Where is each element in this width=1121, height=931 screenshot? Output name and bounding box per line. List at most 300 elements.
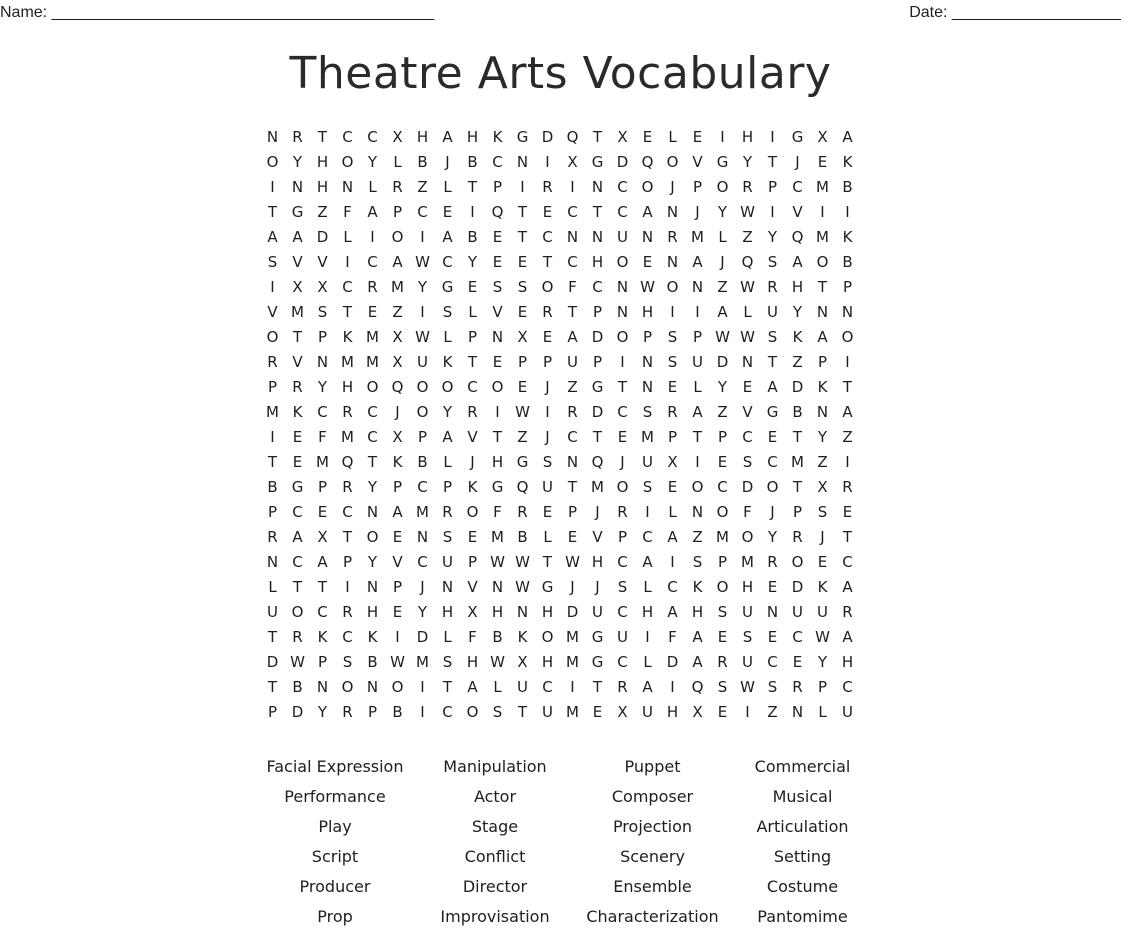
grid-letter: B [367, 652, 378, 671]
grid-letter: K [467, 477, 478, 496]
grid-letter: U [617, 627, 628, 646]
grid-letter: K [392, 452, 403, 471]
grid-letter: C [842, 677, 853, 696]
grid-letter: C [417, 477, 428, 496]
grid-letter: I [470, 202, 475, 221]
grid-letter: A [442, 127, 453, 146]
grid-letter: I [645, 502, 650, 521]
grid-letter: P [392, 577, 403, 596]
grid-letter: P [667, 427, 678, 446]
grid-letter: G [591, 152, 604, 171]
grid-letter: E [667, 477, 678, 496]
grid-letter: G [591, 627, 604, 646]
grid-row [260, 399, 860, 424]
grid-letter: A [842, 127, 853, 146]
grid-letter: O [341, 152, 354, 171]
word-bank-item: Commercial [754, 756, 851, 776]
grid-letter: T [517, 202, 528, 221]
grid-letter: W [815, 627, 830, 646]
name-field[interactable] [0, 4, 434, 22]
grid-letter: X [567, 152, 578, 171]
grid-letter: A [367, 202, 378, 221]
grid-letter: C [792, 627, 803, 646]
grid-letter: U [742, 602, 753, 621]
grid-letter: E [467, 527, 478, 546]
grid-letter: C [342, 277, 353, 296]
grid-letter: U [442, 552, 453, 571]
grid-letter: N [366, 677, 379, 696]
grid-letter: X [817, 127, 828, 146]
date-field[interactable] [909, 4, 1121, 22]
grid-letter: E [492, 227, 503, 246]
grid-letter: A [642, 202, 653, 221]
grid-letter: O [366, 377, 379, 396]
grid-row [260, 424, 860, 449]
page-title: Theatre Arts Vocabulary [289, 48, 832, 99]
grid-letter: H [641, 302, 654, 321]
grid-letter: H [641, 602, 654, 621]
grid-letter: T [267, 202, 278, 221]
grid-letter: N [641, 377, 654, 396]
grid-letter: B [792, 402, 803, 421]
grid-letter: N [416, 527, 429, 546]
grid-letter: W [640, 277, 655, 296]
grid-letter: I [420, 702, 425, 721]
grid-letter: K [292, 402, 303, 421]
grid-letter: M [741, 552, 754, 571]
grid-row [260, 599, 860, 624]
grid-letter: I [645, 627, 650, 646]
grid-letter: T [342, 527, 353, 546]
grid-letter: X [617, 702, 628, 721]
grid-letter: L [818, 702, 827, 721]
grid-letter: S [442, 652, 453, 671]
grid-letter: N [616, 277, 629, 296]
grid-letter: Y [767, 227, 778, 246]
grid-letter: P [392, 202, 403, 221]
word-bank-item: Performance [284, 786, 386, 806]
grid-letter: W [290, 652, 305, 671]
word-bank-item: Manipulation [443, 756, 547, 776]
grid-letter: H [841, 652, 854, 671]
grid-letter: C [792, 177, 803, 196]
grid-letter: N [641, 227, 654, 246]
grid-letter: P [592, 352, 603, 371]
grid-letter: T [692, 427, 703, 446]
grid-letter: M [816, 177, 829, 196]
grid-letter: S [692, 552, 703, 571]
grid-letter: N [691, 277, 704, 296]
grid-letter: R [842, 602, 853, 621]
grid-letter: P [317, 477, 328, 496]
grid-letter: R [467, 402, 478, 421]
grid-letter: T [567, 302, 578, 321]
grid-letter: O [616, 477, 629, 496]
grid-letter: P [517, 352, 528, 371]
grid-letter: C [442, 702, 453, 721]
grid-letter: L [643, 577, 652, 596]
grid-letter: I [670, 302, 675, 321]
grid-row [260, 549, 860, 574]
grid-letter: B [292, 677, 303, 696]
grid-letter: X [517, 327, 528, 346]
grid-letter: N [566, 227, 579, 246]
word-bank-row [255, 841, 875, 871]
grid-letter: N [591, 177, 604, 196]
grid-letter: A [642, 552, 653, 571]
grid-letter: C [617, 202, 628, 221]
grid-letter: I [695, 452, 700, 471]
grid-letter: U [267, 602, 278, 621]
grid-row [260, 224, 860, 249]
grid-letter: O [466, 702, 479, 721]
grid-letter: D [666, 652, 679, 671]
grid-letter: H [466, 127, 479, 146]
grid-letter: N [791, 702, 804, 721]
grid-letter: T [342, 302, 353, 321]
grid-letter: L [268, 577, 277, 596]
grid-letter: B [417, 452, 428, 471]
grid-letter: R [517, 502, 528, 521]
grid-letter: C [767, 652, 778, 671]
grid-letter: N [666, 202, 679, 221]
grid-letter: M [366, 327, 379, 346]
grid-letter: J [470, 452, 475, 471]
grid-letter: C [417, 202, 428, 221]
grid-letter: E [467, 277, 478, 296]
grid-letter: E [767, 577, 778, 596]
grid-letter: N [266, 552, 279, 571]
grid-letter: O [616, 252, 629, 271]
grid-letter: D [566, 602, 579, 621]
grid-letter: M [791, 452, 804, 471]
grid-row [260, 524, 860, 549]
grid-letter: U [742, 652, 753, 671]
grid-letter: C [367, 252, 378, 271]
grid-letter: I [370, 227, 375, 246]
grid-letter: S [317, 302, 328, 321]
grid-letter: C [567, 427, 578, 446]
grid-letter: L [743, 302, 752, 321]
grid-letter: N [741, 352, 754, 371]
grid-letter: L [368, 177, 377, 196]
grid-letter: C [367, 127, 378, 146]
grid-letter: S [742, 452, 753, 471]
grid-letter: J [670, 177, 675, 196]
grid-letter: H [591, 552, 604, 571]
grid-letter: Z [817, 452, 828, 471]
grid-letter: T [292, 577, 303, 596]
grid-letter: R [267, 527, 278, 546]
grid-letter: V [492, 302, 503, 321]
grid-letter: O [666, 152, 679, 171]
grid-letter: C [292, 502, 303, 521]
grid-letter: W [740, 277, 755, 296]
grid-letter: I [845, 452, 850, 471]
grid-letter: G [541, 577, 554, 596]
grid-letter: I [770, 127, 775, 146]
grid-letter: E [292, 427, 303, 446]
grid-letter: E [817, 152, 828, 171]
grid-letter: G [441, 277, 454, 296]
grid-letter: S [542, 452, 553, 471]
grid-letter: Y [317, 702, 328, 721]
grid-letter: K [517, 627, 528, 646]
grid-letter: D [616, 152, 629, 171]
grid-letter: A [692, 252, 703, 271]
grid-letter: E [642, 252, 653, 271]
grid-letter: T [617, 377, 628, 396]
grid-letter: S [742, 627, 753, 646]
grid-letter: R [342, 477, 353, 496]
grid-letter: E [817, 552, 828, 571]
grid-letter: L [493, 677, 502, 696]
grid-letter: S [617, 577, 628, 596]
word-bank-item: Characterization [586, 906, 719, 926]
name-blank-line[interactable]: ___________________________________________ [51, 4, 435, 21]
grid-letter: G [591, 652, 604, 671]
grid-letter: P [792, 502, 803, 521]
grid-row [260, 574, 860, 599]
grid-letter: U [592, 602, 603, 621]
grid-letter: J [395, 402, 400, 421]
grid-letter: Y [817, 427, 828, 446]
grid-letter: O [391, 677, 404, 696]
grid-letter: S [492, 702, 503, 721]
grid-letter: E [717, 702, 728, 721]
grid-letter: A [467, 677, 478, 696]
grid-letter: S [517, 277, 528, 296]
grid-letter: P [567, 502, 578, 521]
grid-row [260, 449, 860, 474]
grid-letter: P [442, 477, 453, 496]
grid-letter: I [745, 702, 750, 721]
grid-letter: H [541, 652, 554, 671]
word-bank-item: Articulation [756, 816, 849, 836]
grid-letter: I [770, 202, 775, 221]
grid-letter: M [316, 452, 329, 471]
grid-letter: E [667, 377, 678, 396]
grid-letter: R [767, 277, 778, 296]
grid-letter: A [442, 227, 453, 246]
grid-letter: R [342, 402, 353, 421]
grid-letter: G [716, 152, 729, 171]
grid-letter: V [742, 402, 753, 421]
name-label: Name: [0, 4, 48, 21]
grid-letter: D [791, 377, 804, 396]
grid-letter: I [270, 277, 275, 296]
grid-letter: Y [417, 602, 428, 621]
grid-row [260, 299, 860, 324]
grid-letter: R [617, 502, 628, 521]
grid-letter: H [791, 277, 804, 296]
grid-letter: R [292, 127, 303, 146]
grid-letter: O [466, 502, 479, 521]
grid-letter: N [491, 577, 504, 596]
grid-letter: J [820, 527, 825, 546]
grid-letter: J [595, 577, 600, 596]
grid-letter: E [567, 527, 578, 546]
grid-letter: Y [467, 252, 478, 271]
grid-letter: J [770, 502, 775, 521]
grid-letter: E [542, 502, 553, 521]
grid-letter: A [767, 377, 778, 396]
grid-letter: E [617, 427, 628, 446]
grid-letter: U [692, 352, 703, 371]
grid-letter: A [692, 402, 703, 421]
grid-letter: N [341, 177, 354, 196]
grid-letter: F [668, 627, 677, 646]
grid-letter: Z [567, 377, 578, 396]
grid-letter: M [641, 427, 654, 446]
grid-letter: C [542, 227, 553, 246]
grid-letter: H [666, 702, 679, 721]
grid-letter: U [842, 702, 853, 721]
grid-letter: B [417, 152, 428, 171]
grid-letter: I [395, 627, 400, 646]
grid-letter: R [567, 402, 578, 421]
word-bank-item: Projection [612, 816, 693, 836]
grid-letter: K [442, 352, 453, 371]
grid-letter: T [317, 127, 328, 146]
grid-letter: T [767, 152, 778, 171]
grid-letter: C [467, 377, 478, 396]
grid-letter: P [767, 177, 778, 196]
grid-letter: C [567, 252, 578, 271]
grid-letter: Y [792, 302, 803, 321]
grid-letter: S [642, 477, 653, 496]
grid-letter: Y [717, 202, 728, 221]
grid-letter: O [341, 677, 354, 696]
grid-letter: L [343, 227, 352, 246]
grid-letter: I [845, 202, 850, 221]
grid-letter: T [592, 427, 603, 446]
word-bank [255, 751, 875, 931]
grid-letter: R [292, 627, 303, 646]
word-bank-item: Setting [773, 846, 832, 866]
grid-letter: R [292, 377, 303, 396]
grid-letter: D [266, 652, 279, 671]
grid-row [260, 474, 860, 499]
word-bank-item: Musical [772, 786, 833, 806]
word-bank-row [255, 871, 875, 901]
grid-letter: M [566, 652, 579, 671]
grid-row [260, 174, 860, 199]
grid-letter: H [541, 602, 554, 621]
grid-letter: J [595, 502, 600, 521]
grid-letter: Y [367, 552, 378, 571]
grid-letter: W [740, 677, 755, 696]
grid-letter: Q [641, 152, 654, 171]
grid-letter: O [541, 277, 554, 296]
grid-letter: R [342, 702, 353, 721]
grid-letter: U [767, 302, 778, 321]
grid-letter: D [416, 627, 429, 646]
grid-letter: E [542, 327, 553, 346]
grid-letter: K [842, 152, 853, 171]
grid-letter: H [741, 577, 754, 596]
grid-letter: O [716, 502, 729, 521]
grid-letter: C [717, 477, 728, 496]
grid-row [260, 124, 860, 149]
grid-letter: F [568, 277, 577, 296]
grid-letter: O [366, 527, 379, 546]
grid-letter: E [692, 127, 703, 146]
word-bank-row [255, 781, 875, 811]
grid-letter: T [542, 552, 553, 571]
grid-letter: C [317, 602, 328, 621]
grid-letter: I [570, 177, 575, 196]
grid-letter: P [467, 552, 478, 571]
grid-letter: J [720, 252, 725, 271]
grid-letter: P [617, 527, 628, 546]
grid-letter: D [791, 577, 804, 596]
grid-letter: K [692, 577, 703, 596]
grid-letter: Z [517, 427, 528, 446]
grid-letter: W [565, 552, 580, 571]
grid-letter: T [567, 477, 578, 496]
grid-letter: Z [742, 227, 753, 246]
grid-letter: N [316, 352, 329, 371]
grid-letter: Q [391, 377, 404, 396]
date-blank-line[interactable]: ___________________ [951, 4, 1121, 21]
grid-letter: K [842, 227, 853, 246]
grid-letter: X [317, 527, 328, 546]
grid-letter: W [715, 327, 730, 346]
grid-letter: O [666, 277, 679, 296]
grid-letter: X [392, 352, 403, 371]
grid-letter: G [766, 402, 779, 421]
grid-letter: E [517, 377, 528, 396]
grid-letter: N [516, 152, 529, 171]
grid-letter: S [667, 327, 678, 346]
word-bank-row [255, 751, 875, 781]
grid-letter: B [267, 477, 278, 496]
grid-letter: O [766, 477, 779, 496]
grid-letter: N [816, 402, 829, 421]
grid-letter: O [716, 577, 729, 596]
grid-letter: S [717, 602, 728, 621]
grid-letter: Z [767, 702, 778, 721]
grid-row [260, 374, 860, 399]
grid-letter: A [267, 227, 278, 246]
grid-letter: H [491, 602, 504, 621]
grid-letter: B [492, 627, 503, 646]
grid-letter: S [767, 677, 778, 696]
grid-letter: X [817, 477, 828, 496]
grid-letter: G [516, 127, 529, 146]
grid-letter: L [443, 452, 452, 471]
grid-letter: K [367, 627, 378, 646]
word-bank-item: Prop [317, 906, 353, 926]
grid-letter: P [417, 427, 428, 446]
grid-letter: R [367, 277, 378, 296]
grid-letter: H [591, 252, 604, 271]
grid-letter: H [316, 177, 329, 196]
grid-letter: Y [742, 152, 753, 171]
grid-letter: L [443, 327, 452, 346]
word-bank-item: Costume [766, 876, 839, 896]
grid-letter: F [493, 502, 502, 521]
grid-letter: Z [842, 427, 853, 446]
grid-letter: P [267, 377, 278, 396]
grid-letter: C [292, 552, 303, 571]
grid-letter: R [542, 302, 553, 321]
grid-letter: U [542, 702, 553, 721]
grid-letter: S [667, 352, 678, 371]
grid-letter: S [442, 302, 453, 321]
grid-letter: M [491, 527, 504, 546]
